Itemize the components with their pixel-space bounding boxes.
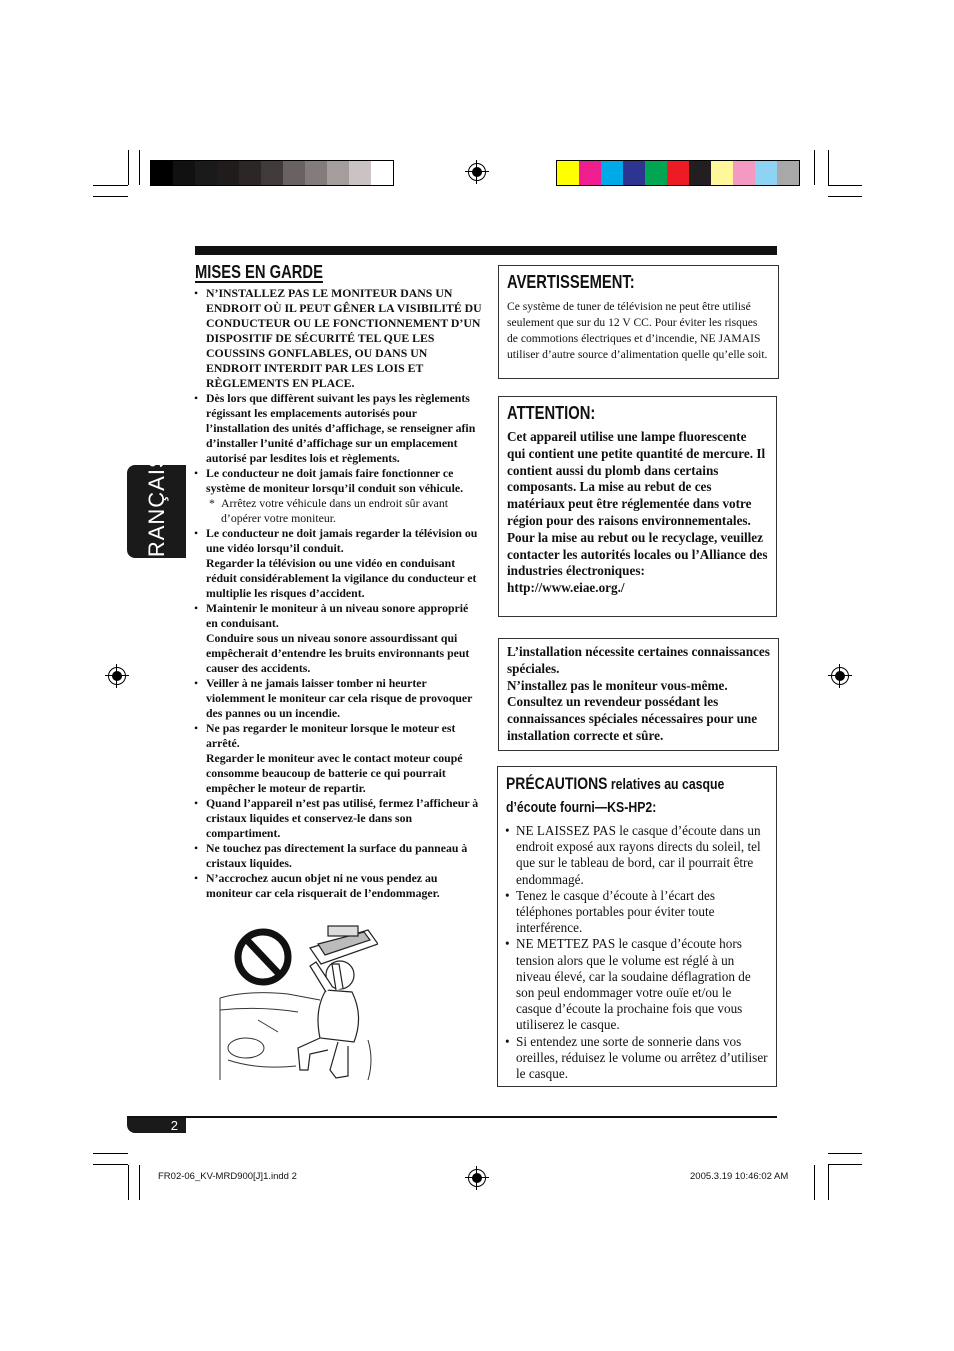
list-item: • Maintenir le moniteur à un niveau sonore approprié en conduisant. Conduire sous un niveau sonore assourdissant qui empêcherait d’entendre les bruits environnants peut causer des accidents. — [193, 601, 483, 676]
precautions-box — [497, 766, 777, 1087]
crop-mark — [828, 150, 829, 185]
installation-box — [498, 638, 779, 751]
color-swatch — [151, 161, 173, 185]
crop-mark — [93, 185, 128, 186]
color-swatch — [711, 161, 733, 185]
header-rule — [195, 246, 777, 255]
mises-en-garde-list — [193, 286, 483, 901]
color-swatch — [173, 161, 195, 185]
crop-mark — [93, 196, 128, 197]
registration-mark-icon — [468, 163, 486, 181]
list-item: • N’accrochez aucun objet ni ne vous pendez au moniteur car cela risquerait de l’endommager. — [193, 871, 483, 901]
avertissement-title: AVERTISSEMENT: — [507, 272, 635, 292]
registration-mark-icon — [831, 667, 849, 685]
list-item: • Ne pas regarder le moniteur lorsque le moteur est arrêté. Regarder le moniteur avec le contact moteur coupé consomme beaucoup de batterie ce qui pourrait empêcher le moteur de repartir. — [193, 721, 483, 796]
crop-mark — [828, 185, 862, 186]
crop-mark — [828, 1165, 829, 1200]
list-item: • Ne touchez pas directement la surface du panneau à cristaux liquides. — [193, 841, 483, 871]
avertissement-text: Ce système de tuner de télévision ne peut être utilisé seulement que sur du 12 V CC. Pour éviter les risques de commotions électriques et d’incendie, NE JAMAIS utiliser d’autre source d’alimentation quelle qu’elle soit. — [507, 300, 768, 361]
crop-mark — [93, 1164, 128, 1165]
color-swatch — [667, 161, 689, 185]
crop-mark — [139, 1165, 140, 1200]
list-item: • Veiller à ne jamais laisser tomber ni heurter violemment le moniteur car cela risque de provoquer des pannes ou un incendie. — [193, 676, 483, 721]
crop-mark — [828, 1153, 862, 1154]
registration-mark-icon — [108, 667, 126, 685]
color-swatch — [557, 161, 579, 185]
list-item: • Tenez le casque d’écoute à l’écart des téléphones portables pour éviter toute interférence. — [506, 888, 768, 937]
color-swatch — [371, 161, 393, 185]
person-icon — [298, 961, 359, 1078]
installation-text: L’installation nécessite certaines connaissances spéciales. N’installez pas le moniteur vous-même. Consultez un revendeur possédant les connaissances spéciales nécessaires pour une installation correcte et sûre. — [507, 644, 770, 743]
monitor-icon — [310, 926, 378, 964]
color-swatch — [217, 161, 239, 185]
color-swatch — [283, 161, 305, 185]
color-swatch — [349, 161, 371, 185]
list-note: * Arrêtez votre véhicule dans un endroit sûr avant d’opérer votre moniteur. — [193, 496, 483, 526]
precautions-title: PRÉCAUTIONS relatives au casque d’écoute fourni—KS-HP2: — [506, 774, 725, 816]
crop-mark — [828, 1164, 862, 1165]
attention-title: ATTENTION: — [507, 403, 596, 423]
crop-mark — [814, 1165, 815, 1200]
color-swatch — [689, 161, 711, 185]
color-swatch — [755, 161, 777, 185]
attention-recycling-text: Pour la mise au rebut ou le recyclage, veuillez contacter les autorités locales ou l’Alliance des industries électroniques: — [507, 529, 768, 579]
crop-mark — [828, 196, 862, 197]
color-swatch — [239, 161, 261, 185]
list-item: • N’INSTALLEZ PAS LE MONITEUR DANS UN ENDROIT OÙ IL PEUT GÊNER LA VISIBILITÉ DU CONDUCTEUR OU LE FONCTIONNEMENT D’UN DISPOSITIF DE SÉCURITÉ TEL QUE LES COUSSINS GONFLABLES, OU DANS UN ENDROIT INTERDIT PAR LES LOIS ET RÈGLEMENTS EN PLACE. — [193, 286, 483, 391]
color-swatch — [327, 161, 349, 185]
grayscale-calibration-bar — [150, 160, 394, 186]
footer-timestamp: 2005.3.19 10:46:02 AM — [690, 1171, 789, 1182]
mises-en-garde-title: MISES EN GARDE — [195, 262, 323, 282]
crop-mark — [814, 150, 815, 185]
list-item: • Le conducteur ne doit jamais faire fonctionner ce système de moniteur lorsqu’il conduit son véhicule. — [193, 466, 483, 496]
attention-text: Cet appareil utilise une lampe fluorescente qui contient une petite quantité de mercure. Il contient aussi du plomb dans certains composants. La mise au rebut de ces matériaux peut être réglementée dans votre région pour des raisons environnementales. — [507, 429, 766, 528]
color-swatch — [777, 161, 799, 185]
color-swatch — [623, 161, 645, 185]
color-calibration-bar — [556, 160, 800, 186]
color-swatch — [645, 161, 667, 185]
attention-box — [498, 396, 777, 617]
registration-mark-icon — [468, 1169, 486, 1187]
color-swatch — [195, 161, 217, 185]
language-tab: FRANÇAIS — [127, 465, 186, 558]
crop-mark — [128, 150, 129, 185]
crop-mark — [139, 150, 140, 185]
color-swatch — [579, 161, 601, 185]
prohibition-icon — [238, 932, 288, 982]
color-swatch — [305, 161, 327, 185]
list-item: • NE LAISSEZ PAS le casque d’écoute dans un endroit exposé aux rayons directs du soleil, tel que sur le tableau de bord, car il pourrait être endommagé. — [506, 823, 768, 888]
color-swatch — [733, 161, 755, 185]
list-item: • Quand l’appareil n’est pas utilisé, fermez l’afficheur à cristaux liquides et conservez-le dans son compartiment. — [193, 796, 483, 841]
attention-url[interactable]: http://www.eiae.org./ — [507, 580, 625, 596]
list-item: • NE METTEZ PAS le casque d’écoute hors tension alors que le volume est réglé à un niveau élevé, car la soudaine déflagration de son peul endommager votre ouïe et/ou le casque d’écoute la prochaine fois que vous utiliserez le casque. — [506, 936, 768, 1033]
footer-rule — [127, 1116, 777, 1118]
color-swatch — [601, 161, 623, 185]
warning-illustration — [218, 920, 378, 1090]
crop-mark — [93, 1153, 128, 1154]
avertissement-box — [498, 265, 779, 379]
list-item: • Dès lors que diffèrent suivant les pays les règlements régissant les emplacements autorisés pour l’installation des unités d’affichage, se renseigner afin d’installer l’unité d’affichage sur un emplacement autorisé par lesdites lois et règlements. — [193, 391, 483, 466]
color-swatch — [261, 161, 283, 185]
page-number: 2 — [127, 1118, 186, 1133]
list-item: • Le conducteur ne doit jamais regarder la télévision ou une vidéo lorsqu’il conduit. Regarder la télévision ou une vidéo en conduisant réduit considérablement la vigilance du conducteur et multiplie les risques d’accident. — [193, 526, 483, 601]
crop-mark — [128, 1165, 129, 1200]
list-item: • Si entendez une sorte de sonnerie dans vos oreilles, réduisez le volume ou arrêtez d’utiliser le casque. — [506, 1034, 768, 1083]
footer-filename: FR02-06_KV-MRD900[J]1.indd 2 — [158, 1171, 297, 1182]
precautions-list — [498, 823, 776, 1082]
